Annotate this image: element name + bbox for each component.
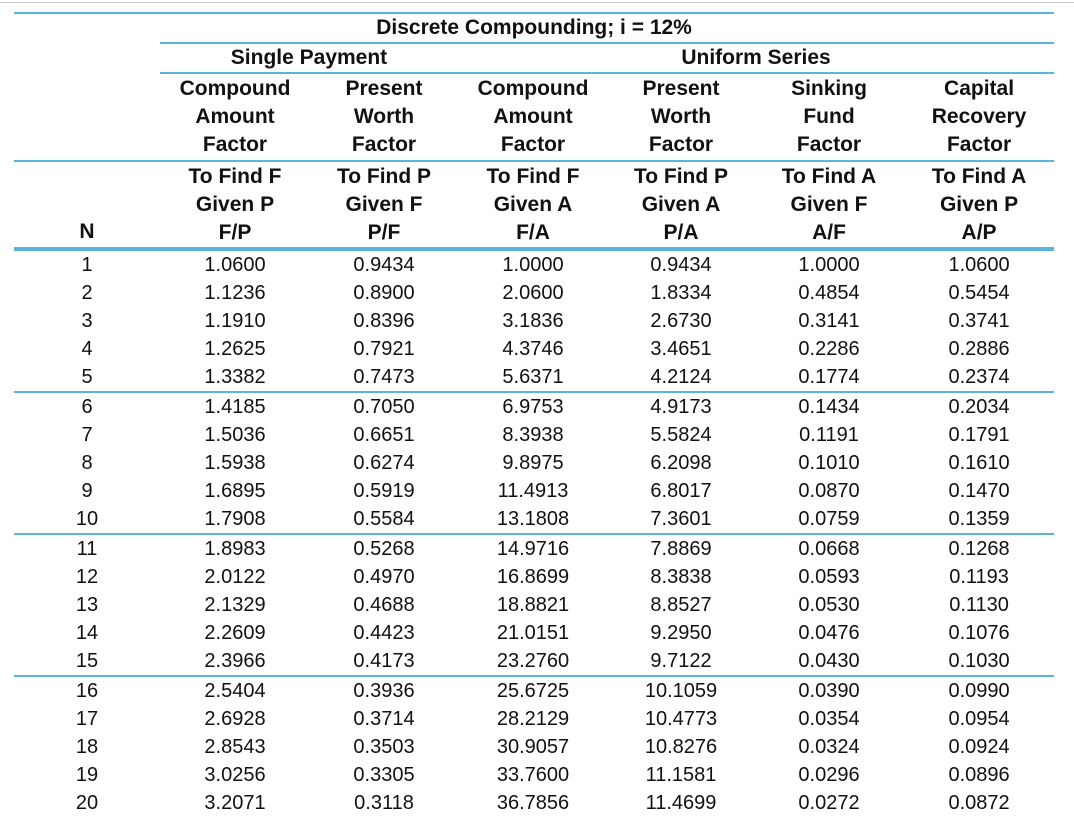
group-single-payment: Single Payment [160, 43, 458, 73]
factor-cell: 1.1236 [204, 282, 266, 304]
column-name-a-p [904, 73, 1054, 161]
column-name-line: Factor [796, 133, 862, 156]
column-name-a-f [754, 73, 904, 161]
factor-cell: 0.2034 [904, 392, 1054, 421]
interest-factor-table-container [14, 12, 1054, 817]
factor-cell: 5.6371 [502, 366, 564, 388]
column-header-n: N [14, 161, 160, 249]
factor-cell: 0.1076 [948, 622, 1010, 644]
column-find-f-a [458, 161, 608, 249]
column-name-line: Worth [650, 105, 712, 128]
factor-cell: 11.1581 [645, 764, 717, 786]
column-find-line: To Find A [781, 165, 877, 188]
factor-cell: 1.0000 [458, 249, 608, 279]
column-name-line: Sinking [791, 77, 867, 100]
factor-cell: 28.2129 [496, 708, 570, 730]
row-n-cell: 11 [14, 534, 160, 563]
factor-cell: 0.3503 [353, 736, 415, 758]
factor-cell: 0.3741 [948, 310, 1010, 332]
factor-cell: 0.1030 [948, 650, 1010, 672]
factor-cell: 11.4699 [645, 792, 717, 814]
column-name-line: Recovery [931, 105, 1027, 128]
column-find-line: Given F [790, 193, 868, 216]
row-n-cell: 3 [81, 310, 93, 332]
column-symbol: F/A [516, 221, 550, 244]
factor-cell: 0.4423 [353, 622, 415, 644]
factor-cell: 4.9173 [608, 392, 754, 421]
factor-cell: 0.4854 [798, 282, 860, 304]
factor-cell: 2.6730 [650, 310, 712, 332]
column-symbol: F/P [218, 221, 252, 244]
factor-cell: 0.7473 [353, 366, 415, 388]
column-name-p-f [310, 73, 458, 161]
factor-cell: 2.0122 [204, 566, 266, 588]
column-find-p-f [310, 161, 458, 249]
row-n-cell: 15 [75, 650, 99, 672]
factor-cell: 0.1193 [949, 566, 1009, 588]
column-name-f-p [160, 73, 310, 161]
column-symbol: P/F [367, 221, 401, 244]
table-row [14, 477, 1054, 505]
factor-cell: 1.1910 [204, 310, 266, 332]
factor-cell: 0.5268 [310, 534, 458, 563]
row-n-cell: 19 [75, 764, 99, 786]
column-find-f-p [160, 161, 310, 249]
table-row [14, 789, 1054, 817]
table-row [14, 563, 1054, 591]
column-find-line: To Find P [336, 165, 432, 188]
table-row [14, 421, 1054, 449]
factor-cell: 8.3938 [502, 424, 564, 446]
factor-cell: 2.3966 [204, 650, 266, 672]
column-find-p-a [608, 161, 754, 249]
n-group-blank [14, 43, 160, 73]
table-row [14, 647, 1054, 676]
factor-cell: 0.5454 [948, 282, 1010, 304]
column-find-a-f [754, 161, 904, 249]
factor-cell: 0.0870 [798, 480, 860, 502]
column-find-line: Given F [345, 193, 423, 216]
factor-cell: 0.0296 [798, 764, 860, 786]
factor-cell: 3.4651 [650, 338, 712, 360]
factor-cell: 9.8975 [502, 452, 564, 474]
column-name-line: Factor [648, 133, 714, 156]
factor-cell: 23.2760 [496, 650, 570, 672]
column-name-p-a [608, 73, 754, 161]
column-find-line: To Find A [931, 165, 1027, 188]
factor-cell: 0.0593 [798, 566, 860, 588]
factor-cell: 1.5036 [204, 424, 266, 446]
factor-cell: 1.0600 [904, 249, 1054, 279]
factor-cell: 0.0872 [948, 792, 1010, 814]
factor-cell: 0.7050 [310, 392, 458, 421]
row-n-cell: 9 [81, 480, 93, 502]
factor-cell: 0.0272 [798, 792, 860, 814]
factor-cell: 0.1470 [948, 480, 1010, 502]
factor-cell: 8.8527 [650, 594, 712, 616]
table-row [14, 335, 1054, 363]
factor-cell: 0.4173 [353, 650, 415, 672]
factor-cell: 9.7122 [650, 650, 712, 672]
column-name-line: Factor [202, 133, 268, 156]
factor-cell: 1.4185 [160, 392, 310, 421]
row-n-cell: 1 [14, 249, 160, 279]
group-uniform-series: Uniform Series [458, 43, 1054, 73]
factor-cell: 1.2625 [204, 338, 266, 360]
column-name-line: Present [345, 77, 423, 100]
row-n-cell: 16 [14, 676, 160, 705]
factor-cell: 1.8334 [650, 282, 712, 304]
column-symbol: A/F [812, 221, 846, 244]
column-name-line: Factor [946, 133, 1012, 156]
factor-cell: 0.2886 [948, 338, 1010, 360]
factor-cell: 1.8983 [160, 534, 310, 563]
factor-cell: 11.4913 [497, 480, 569, 502]
table-row [14, 591, 1054, 619]
factor-cell: 0.0924 [948, 736, 1010, 758]
factor-cell: 0.1010 [798, 452, 860, 474]
factor-cell: 0.0430 [798, 650, 860, 672]
column-find-line: To Find F [188, 165, 282, 188]
n-name-blank [14, 73, 160, 161]
factor-cell: 0.6651 [353, 424, 415, 446]
factor-cell: 0.7921 [353, 338, 415, 360]
column-name-line: Worth [353, 105, 415, 128]
factor-cell: 0.1359 [948, 508, 1010, 530]
table-row [14, 307, 1054, 335]
table-row [14, 761, 1054, 789]
factor-cell: 2.5404 [160, 676, 310, 705]
factor-cell: 0.6274 [353, 452, 415, 474]
column-name-line: Present [642, 77, 720, 100]
column-name-line: Compound [179, 77, 291, 100]
factor-cell: 1.3382 [204, 366, 266, 388]
factor-cell: 18.8821 [496, 594, 570, 616]
factor-cell: 4.2124 [650, 366, 712, 388]
factor-cell: 0.0354 [798, 708, 860, 730]
row-n-cell: 18 [75, 736, 99, 758]
column-name-line: Factor [500, 133, 566, 156]
factor-cell: 25.6725 [458, 676, 608, 705]
factor-cell: 0.1774 [798, 366, 860, 388]
row-n-cell: 14 [75, 622, 99, 644]
factor-cell: 3.2071 [204, 792, 266, 814]
column-name-f-a [458, 73, 608, 161]
column-symbol: A/P [961, 221, 997, 244]
row-n-cell: 12 [75, 566, 99, 588]
table-row [14, 505, 1054, 534]
factor-cell: 0.9434 [608, 249, 754, 279]
factor-cell: 14.9716 [458, 534, 608, 563]
factor-cell: 0.0896 [948, 764, 1010, 786]
factor-cell: 0.3305 [353, 764, 415, 786]
factor-cell: 0.5919 [353, 480, 415, 502]
table-row [14, 363, 1054, 392]
row-n-cell: 20 [75, 792, 99, 814]
table-row [14, 534, 1054, 563]
factor-cell: 6.8017 [650, 480, 712, 502]
factor-cell: 0.4688 [353, 594, 415, 616]
factor-cell: 0.0759 [798, 508, 860, 530]
column-find-line: To Find P [633, 165, 729, 188]
factor-cell: 0.0390 [754, 676, 904, 705]
factor-cell: 0.4970 [353, 566, 415, 588]
factor-cell: 0.3936 [310, 676, 458, 705]
factor-cell: 6.9753 [458, 392, 608, 421]
factor-cell: 6.2098 [650, 452, 712, 474]
factor-cell: 1.6895 [204, 480, 266, 502]
factor-cell: 0.5584 [353, 508, 415, 530]
table-title: Discrete Compounding; i = 12% [14, 13, 1054, 43]
factor-cell: 0.3714 [353, 708, 415, 730]
factor-cell: 1.7908 [204, 508, 266, 530]
factor-cell: 2.0600 [502, 282, 564, 304]
table-row [14, 249, 1054, 279]
factor-cell: 2.8543 [204, 736, 266, 758]
factor-cell: 0.0324 [798, 736, 860, 758]
factor-cell: 0.8396 [353, 310, 415, 332]
factor-cell: 0.0668 [754, 534, 904, 563]
factor-cell: 5.5824 [650, 424, 712, 446]
column-find-line: Given A [641, 193, 721, 216]
factor-cell: 2.2609 [204, 622, 266, 644]
factor-cell: 1.5938 [204, 452, 266, 474]
column-find-line: Given A [493, 193, 573, 216]
row-n-cell: 2 [81, 282, 93, 304]
factor-cell: 10.4773 [644, 708, 718, 730]
column-name-line: Factor [351, 133, 417, 156]
factor-cell: 0.0530 [798, 594, 860, 616]
factor-cell: 7.3601 [650, 508, 712, 530]
row-n-cell: 13 [75, 594, 99, 616]
column-find-line: Given P [939, 193, 1019, 216]
factor-cell: 1.0000 [754, 249, 904, 279]
factor-cell: 10.1059 [608, 676, 754, 705]
factor-cell: 0.1434 [754, 392, 904, 421]
factor-cell: 0.9434 [310, 249, 458, 279]
factor-cell: 0.2286 [798, 338, 860, 360]
factor-cell: 2.1329 [204, 594, 266, 616]
row-n-cell: 4 [81, 338, 93, 360]
column-name-line: Capital [944, 77, 1015, 100]
factor-cell: 2.6928 [204, 708, 266, 730]
factor-cell: 0.1191 [799, 424, 859, 446]
factor-cell: 21.0151 [496, 622, 570, 644]
factor-cell: 30.9057 [496, 736, 570, 758]
factor-cell: 0.0476 [798, 622, 860, 644]
row-n-cell: 17 [75, 708, 99, 730]
column-name-line: Fund [803, 105, 855, 128]
factor-cell: 3.0256 [204, 764, 266, 786]
table-row [14, 449, 1054, 477]
factor-cell: 9.2950 [650, 622, 712, 644]
factor-cell: 0.1610 [948, 452, 1010, 474]
column-name-line: Compound [477, 77, 589, 100]
column-name-line: Amount [493, 105, 573, 128]
row-n-cell: 5 [81, 366, 93, 388]
factor-cell: 0.1130 [949, 594, 1009, 616]
column-find-a-p [904, 161, 1054, 249]
table-body [14, 249, 1054, 817]
factor-cell: 7.8869 [608, 534, 754, 563]
table-row [14, 392, 1054, 421]
row-n-cell: 10 [75, 508, 99, 530]
factor-cell: 0.8900 [353, 282, 415, 304]
factor-cell: 3.1836 [502, 310, 564, 332]
column-find-line: To Find F [486, 165, 580, 188]
table-row [14, 279, 1054, 307]
column-symbol: P/A [663, 221, 699, 244]
interest-factor-table [14, 12, 1054, 817]
factor-cell: 0.0954 [948, 708, 1010, 730]
row-n-cell: 6 [14, 392, 160, 421]
column-find-line: Given P [195, 193, 275, 216]
page-top-rule [0, 2, 1074, 3]
factor-cell: 0.1791 [948, 424, 1010, 446]
table-row [14, 733, 1054, 761]
row-n-cell: 8 [81, 452, 93, 474]
factor-cell: 0.3118 [354, 792, 414, 814]
factor-cell: 16.8699 [496, 566, 570, 588]
column-name-line: Amount [195, 105, 275, 128]
table-row [14, 705, 1054, 733]
factor-cell: 0.2374 [948, 366, 1010, 388]
row-n-cell: 7 [81, 424, 93, 446]
factor-cell: 0.0990 [904, 676, 1054, 705]
table-row [14, 619, 1054, 647]
factor-cell: 8.3838 [650, 566, 712, 588]
factor-cell: 4.3746 [502, 338, 564, 360]
factor-cell: 33.7600 [496, 764, 570, 786]
factor-cell: 36.7856 [496, 792, 570, 814]
factor-cell: 0.3141 [798, 310, 860, 332]
factor-cell: 10.8276 [644, 736, 718, 758]
factor-cell: 0.1268 [904, 534, 1054, 563]
factor-cell: 13.1808 [496, 508, 570, 530]
factor-cell: 1.0600 [160, 249, 310, 279]
table-row [14, 676, 1054, 705]
